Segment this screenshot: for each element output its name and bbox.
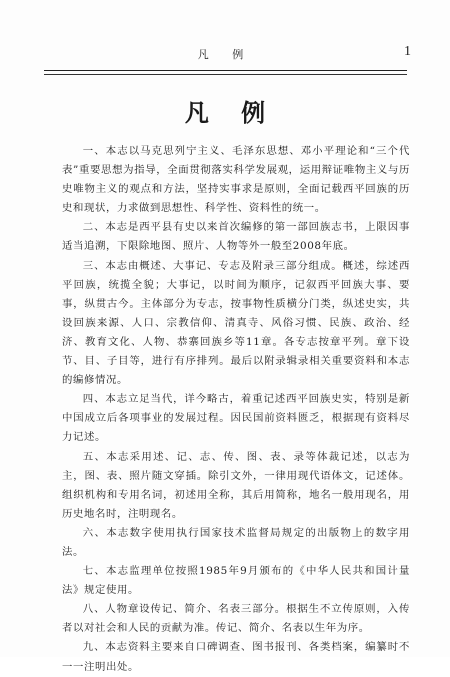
- paragraph-1: 一、本志以马克思列宁主义、毛泽东思想、邓小平理论和“三个代表”重要思想为指导，全面贯彻落实科学发展观，运用辩证唯物主义与历史唯物主义的观点和方法，坚持实事求是原则，全面记载西平回族的历史和现状，力求做到思想性、科学性、资料性的统一。: [62, 145, 410, 215]
- paragraph-8: 八、人物章设传记、简介、名表三部分。根据生不立传原则，入传者以对社会和人民的贡献为准。传记、简介、名表以生年为序。: [62, 603, 410, 635]
- header-rule-thin: [44, 74, 407, 75]
- running-head-title: 凡 例: [197, 48, 254, 61]
- paragraph-5: 五、本志采用述、记、志、传、图、表、录等体裁记述，以志为主，图、表、照片随文穿插。除引文外，一律用现代语体文，记述体。组织机构和专用名词，初述用全称，其后用简称，地名一般用现名，用历史地名时，注明现名。: [62, 450, 410, 520]
- running-head: [44, 44, 411, 64]
- page-title: 凡 例: [184, 99, 278, 127]
- paragraph-9: 九、本志资料主要来自口碑调查、图书报刊、各类档案，编纂时不一一注明出处。: [62, 641, 410, 673]
- paragraph-6: 六、本志数字使用执行国家技术监督局规定的出版物上的数字用法。: [62, 526, 410, 558]
- paragraph-2: 二、本志是西平县有史以来首次编修的第一部回族志书，上限因事适当追溯，下限除地图、照片、人物等外一般至2008年底。: [62, 221, 410, 253]
- paragraph-3: 三、本志由概述、大事记、专志及附录三部分组成。概述，综述西平回族，统揽全貌；大事记，以时间为顺序，记叙西平回族大事、要事，纵贯古今。主体部分为专志，按事物性质横分门类，纵述史实，共设回族来源、人口、宗教信仰、清真寺、风俗习惯、民族、政治、经济、教育文化、人物、恭寨回族乡等11章。各专志按章平列。章下设节、目、子目等，进行有序排列。最后以附录辑录相关重要资料和本志的编修情况。: [62, 259, 410, 387]
- page-number: 1: [404, 44, 411, 59]
- header-rule-thick: [44, 70, 407, 71]
- body-text: [62, 142, 410, 677]
- paragraph-4: 四、本志立足当代，详今略古，着重记述西平回族史实，特别是新中国成立后各项事业的发展过程。因民国前资料匮乏，根据现有资料尽力记述。: [62, 393, 410, 444]
- paragraph-7: 七、本志监理单位按照1985年9月颁布的《中华人民共和国计量法》规定使用。: [62, 565, 410, 597]
